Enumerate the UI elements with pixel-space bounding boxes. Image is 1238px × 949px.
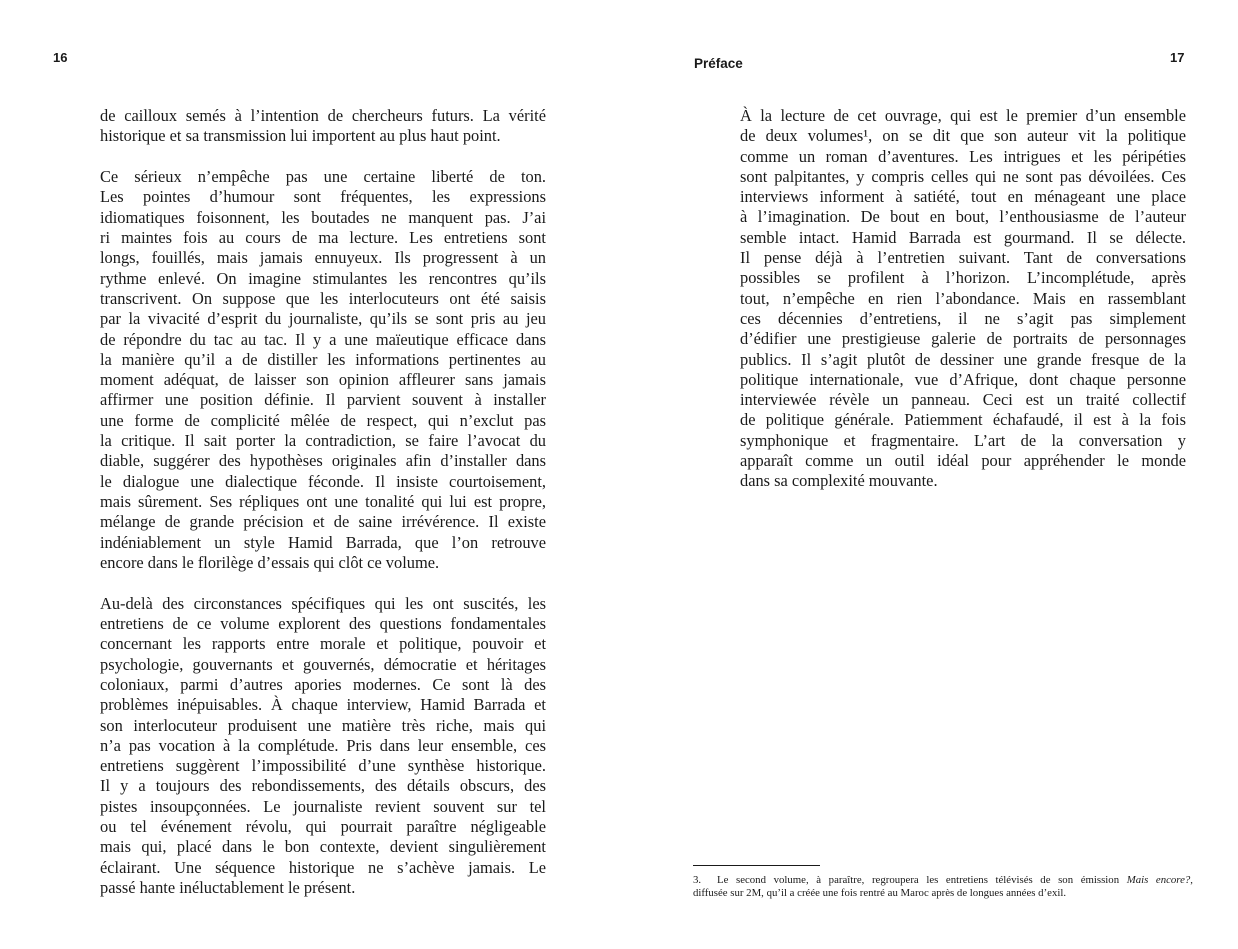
footnote-text-1: Le second volume, à paraître, regroupera les entretiens télévisés de son émission [717,874,1127,886]
text-line: de cailloux semés à l’intention de chercheurs futurs. La vérité [100,106,546,125]
paragraph [740,106,1186,492]
text-line: ces décennies d’entretiens, il ne s’agit pas simplement [740,308,1186,328]
text-line: le dialogue une dialectique féconde. Il insiste courtoisement, [100,471,546,491]
footnote-comma: , [1190,874,1193,886]
text-line: politique internationale, vue d’Afrique, dont chaque personne [740,369,1186,389]
text-line: mais sûrement. Ses répliques ont une tonalité qui lui est propre, [100,491,546,511]
text-line: Au-delà des circonstances spécifiques qui les ont suscités, les [100,593,546,613]
paragraph [100,594,546,898]
text-line: tout, n’empêche en rien l’abondance. Mais en rassemblant [740,288,1186,308]
text-line: diable, suggérer des hypothèses originales afin d’installer dans [100,451,546,471]
text-line: rythme enlevé. On imagine stimulantes les rencontres qu’ils [100,268,546,288]
text-line: Les pointes d’humour sont fréquentes, les expressions [100,187,546,207]
footnote-text-2: diffusée sur 2M, qu’il a créée une fois rentré au Maroc après de longues années d’exil. [693,886,1067,899]
text-line: longs, fouillés, mais jamais ennuyeux. Ils progressent à un [100,248,546,268]
text-line: la manière qu’il a de distiller les informations pertinentes au [100,349,546,369]
text-line: apparaît comme un outil idéal pour appréhender le monde [740,451,1186,471]
text-line: comme un roman d’aventures. Les intrigues et les péripéties [740,146,1186,166]
text-line: sont palpitantes, y compris celles qui ne sont pas dévoilées. Ces [740,166,1186,186]
text-line: symphonique et fragmentaire. L’art de la conversation y [740,430,1186,450]
text-line: concernant les rapports entre morale et politique, pouvoir et [100,634,546,654]
text-line: ri maintes fois au cours de ma lecture. Les entretiens sont [100,228,546,248]
text-line: pistes insoupçonnées. Le journaliste revient souvent sur tel [100,796,546,816]
text-line: possibles se profilent à l’horizon. L’incomplétude, après [740,268,1186,288]
text-line: Il y a toujours des rebondissements, des détails obscurs, des [100,776,546,796]
text-line: éclairant. Une séquence historique ne s’achève jamais. Le [100,857,546,877]
footnote-number: 3. [693,874,702,886]
text-line: de répondre du tac au tac. Il y a une maïeutique efficace dans [100,329,546,349]
paragraph [100,167,546,573]
text-line: encore dans le florilège d’essais qui clôt ce volume. [100,552,440,572]
running-head: Préface [694,56,743,71]
text-line: interviews informent à satiété, tout en ménageant une place [740,187,1186,207]
text-line: ou tel événement révolu, qui pourrait paraître négligeable [100,816,546,836]
text-line: publics. Il s’agit plutôt de dessiner une grande fresque de la [740,349,1186,369]
text-line: indéniablement un style Hamid Barrada, que l’on retrouve [100,532,546,552]
page-number-right: 17 [1170,50,1185,65]
text-line: dans sa complexité mouvante. [740,471,938,491]
text-line: affirmer une position définie. Il parvient souvent à installer [100,390,546,410]
text-line: semble intact. Hamid Barrada est gourmand. Il se délecte. [740,227,1186,247]
text-line: n’a pas vocation à la complétude. Pris dans leur ensemble, ces [100,735,546,755]
text-line: passé hante inéluctablement le présent. [100,877,356,897]
right-page-body [740,106,1186,512]
text-line: d’édifier une prestigieuse galerie de portraits de personnages [740,329,1186,349]
footnote-rule [693,865,820,866]
text-line: problèmes inépuisables. À chaque interview, Hamid Barrada et [100,695,546,715]
text-line: mélange de grande précision et de saine irrévérence. Il existe [100,512,546,532]
text-line: historique et sa transmission lui importent au plus haut point. [100,126,501,146]
text-line: de politique générale. Patiemment échafaudé, il est à la fois [740,410,1186,430]
text-line: une forme de complicité mêlée de respect, qui n’exclut pas [100,410,546,430]
text-line: entretiens de ce volume explorent des questions fondamentales [100,614,546,634]
text-line: interviewée révèle un panneau. Ceci est un traité collectif [740,390,1186,410]
text-line: psychologie, gouvernants et gouvernés, démocratie et héritages [100,654,546,674]
text-line: À la lecture de cet ouvrage, qui est le premier d’un ensemble [740,106,1186,125]
text-line: transcrivent. On suppose que les interlocuteurs ont été saisis [100,288,546,308]
text-line: par la vivacité d’esprit du journaliste, qu’ils se sont pris au jeu [100,309,546,329]
text-line: à l’imagination. De bout en bout, l’enthousiasme de l’auteur [740,207,1186,227]
page-number-left: 16 [53,50,68,65]
text-line: moment adéquat, de laisser son opinion affleurer sans jamais [100,370,546,390]
footnote [693,874,1193,899]
text-line: Il pense déjà à l’entretien suivant. Tant de conversations [740,248,1186,268]
left-page-body [100,106,546,919]
text-line: idiomatiques foisonnent, les boutades ne manquent pas. J’ai [100,207,546,227]
paragraph [100,106,546,147]
text-line: de deux volumes¹, on se dit que son auteur vit la politique [740,126,1186,146]
text-line: coloniaux, parmi d’autres apories modernes. Ce sont là des [100,674,546,694]
text-line: mais qui, placé dans le bon contexte, devient singulièrement [100,837,546,857]
text-line: entretiens suggèrent l’impossibilité d’une synthèse historique. [100,756,546,776]
text-line: son interlocuteur produisent une matière très riche, mais qui [100,715,546,735]
footnote-title: Mais encore? [1126,874,1191,886]
text-line: Ce sérieux n’empêche pas une certaine liberté de ton. [100,167,546,187]
text-line: la critique. Il sait porter la contradiction, se faire l’avocat du [100,431,546,451]
